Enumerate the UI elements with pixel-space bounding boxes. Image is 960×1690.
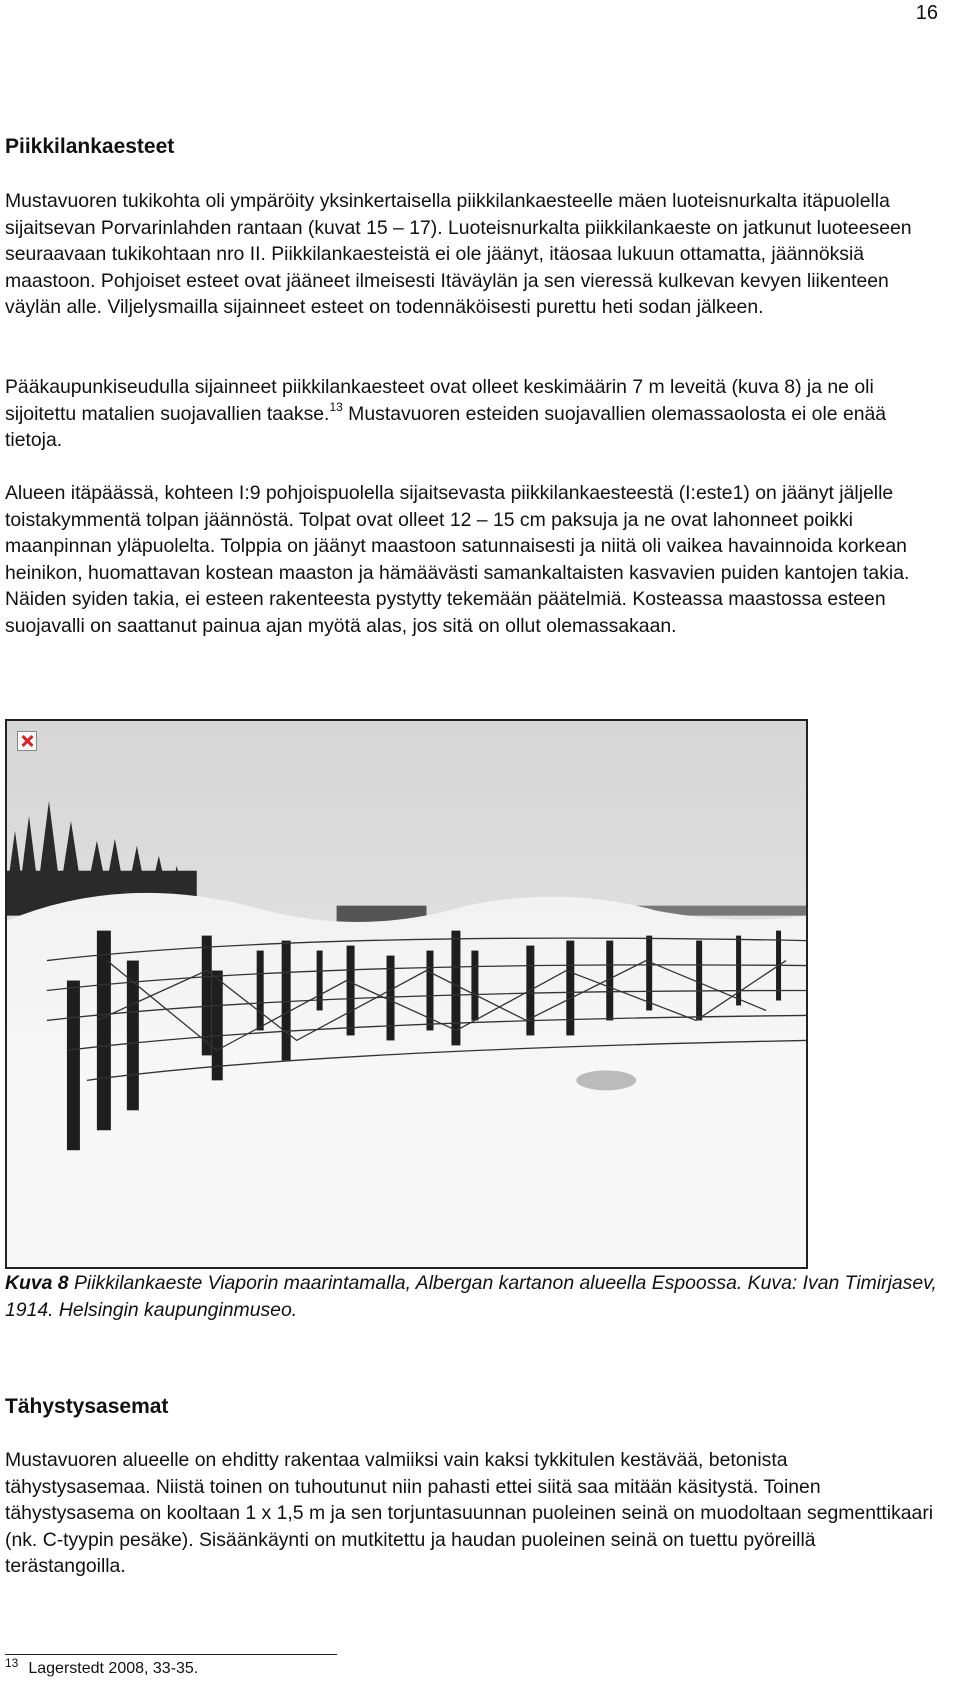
paragraph-3: Alueen itäpäässä, kohteen I:9 pohjoispuolella sijaitsevasta piikkilankaesteestä (I:este1) on jäänyt jäljelle toistakymmentä tolpan jäännöstä. Tolpat ovat olleet 12 – 15 cm paksuja ja ne ovat lahonneet poikki maanpinnan yläpuolelta. Tolppia on jäänyt maastoon satunnaisesti ja niitä oli vaikea havainnoida korkean heinikon, huomattavan kostean maaston ja hämäävästi samankaltaisten kasvavien puiden kantojen takia. Näiden syiden takia, ei esteen rakenteesta pystytty tekemään päätelmiä. Kosteassa maastossa esteen suojavalli on saattanut painua ajan myötä alas, jos sitä on ollut olemassakaan. [5, 482, 910, 637]
paragraph-1: Mustavuoren tukikohta oli ympäröity yksinkertaisella piikkilankaesteelle mäen luoteisnurkalta itäpuolella sijaitsevan Porvarinlahden rantaan (kuvat 15 – 17). Luoteisnurkalta piikkilankaeste on jatkunut luoteeseen seuraavaan tukikohtaan nro II. Piikkilankaesteistä ei ole jäänyt, itäosaa lukuun ottamatta, jäännöksiä maastoon. Pohjoiset esteet ovat jääneet ilmeisesti Itäväylän ja sen vieressä kulkevan kevyen liikenteen väylän alle. Viljelysmailla sijainneet esteet on todennäköisesti purettu heti sodan jälkeen. [5, 190, 912, 318]
figure-caption [5, 1270, 940, 1324]
footnote-text: Lagerstedt 2008, 33-35. [28, 1660, 199, 1677]
paragraph-4: Mustavuoren alueelle on ehditty rakentaa valmiiksi vain kaksi tykkitulen kestävää, betonista tähystysasemaa. Niistä toinen on tuhoutunut niin pahasti ettei siitä saa mitään käsitystä. Toinen tähystysasema on kooltaan 1 x 1,5 m ja sen torjuntasuunnan puoleinen seinä on muodoltaan segmenttikaari (nk. C-tyypin pesäke). Sisäänkäynti on mutkitettu ja haudan puoleinen seinä on tuettu pyöreillä terästangoilla. [5, 1449, 934, 1577]
footnote-reference[interactable]: 13 [329, 399, 343, 414]
paragraph-2 [5, 374, 935, 454]
page-number: 16 [915, 2, 938, 24]
broken-image-icon [17, 731, 37, 751]
paragraph-2-text-a: Pääkaupunkiseudulla sijainneet piikkilankaesteet ovat olleet keskimäärin 7 m leveitä (kuva 8) ja ne oli sijoitettu matalien suojavallien taakse. [5, 376, 874, 425]
footnote [5, 1656, 198, 1678]
section-heading-piikkilankaesteet: Piikkilankaesteet [5, 135, 175, 158]
figure-photo-barbed-wire [5, 719, 808, 1269]
barbed-wire-photo [7, 721, 806, 1267]
figure-caption-text: Piikkilankaeste Viaporin maarintamalla, Albergan kartanon alueella Espoossa. Kuva: Ivan Timirjasev, 1914. Helsingin kaupunginmuseo. [5, 1272, 937, 1321]
figure-caption-label: Kuva 8 [5, 1272, 69, 1294]
paragraph-2-text-b: Mustavuoren esteiden suojavallien olemassaolosta ei ole enää tietoja. [5, 402, 887, 451]
section-heading-tahystysasemat: Tähystysasemat [5, 1395, 169, 1418]
footnote-divider [5, 1654, 337, 1655]
footnote-number: 13 [5, 1656, 19, 1670]
